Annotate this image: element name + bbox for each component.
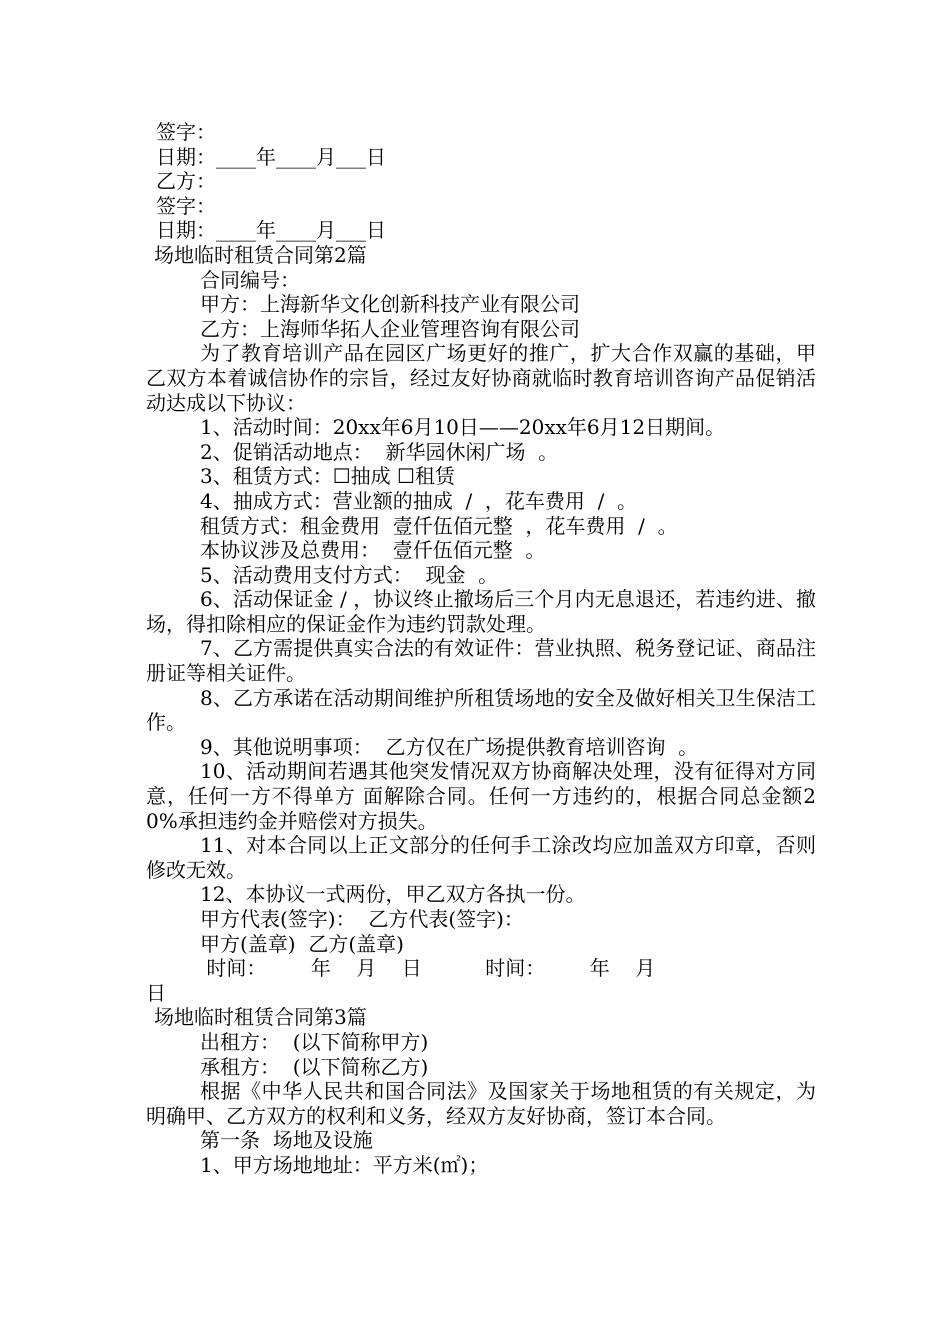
text-line: 签字：	[156, 120, 216, 144]
text-line: 5、活动费用支付方式： 现金 。	[200, 562, 499, 587]
text-line: 乙方：上海师华拓人企业管理咨询有限公司	[200, 316, 580, 341]
text-line: 9、其他说明事项： 乙方仅在广场提供教育培训咨询 。	[200, 734, 699, 759]
text-line: 本协议涉及总费用： 壹仟伍佰元整 。	[200, 538, 546, 563]
text-line: 1、甲方场地地址：平方米(㎡)；	[200, 1152, 489, 1177]
text-line: 甲方：上海新华文化创新科技产业有限公司	[200, 292, 580, 317]
document-body	[146, 120, 816, 1178]
text-line: 4、抽成方式：营业额的抽成 / ，花车费用 / 。	[200, 488, 638, 513]
text-line: 日期：____年____月___日	[156, 218, 386, 243]
text-line: 出租方： (以下简称甲方)	[200, 1029, 429, 1054]
section-heading: 场地临时租赁合同第2篇	[154, 242, 367, 267]
text-line: 1、活动时间：20xx年6月10日——20xx年6月12日期间。	[200, 415, 726, 440]
paragraph: 11、对本合同以上正文部分的任何手工涂改均应加盖双方印章，否则修改无效。	[146, 833, 816, 882]
text-line: 2、促销活动地点： 新华园休闲广场 。	[200, 439, 559, 464]
text-line: 第一条 场地及设施	[200, 1128, 373, 1153]
paragraph: 7、乙方需提供真实合法的有效证件：营业执照、税务登记证、商品注册证等相关证件。	[146, 636, 816, 686]
paragraph: 8、乙方承诺在活动期间维护所租赁场地的安全及做好相关卫生保洁工作。	[146, 685, 816, 735]
paragraph: 6、活动保证金 / ，协议终止撤场后三个月内无息退还，若违约进、撤场，得扣除相应的保证金作为违约罚款处理。	[146, 587, 816, 636]
paragraph: 10、活动期间若遇其他突发情况双方协商解决处理，没有征得对方同意，任何一方不得单方 面解除合同。任何一方违约的，根据合同总金额20%承担违约金并赔偿对方损失。	[146, 759, 816, 833]
text-line: 甲方(盖章) 乙方(盖章)	[200, 931, 404, 956]
text-line: 乙方：	[156, 169, 216, 194]
text-line: 承租方： (以下简称乙方)	[200, 1054, 429, 1079]
paragraph: 为了教育培训产品在园区广场更好的推广，扩大合作双赢的基础，甲乙双方本着诚信协作的宗旨，经过友好协商就临时教育培训咨询产品促销活动达成以下协议：	[146, 341, 816, 415]
paragraph: 根据《中华人民共和国合同法》及国家关于场地租赁的有关规定，为明确甲、乙方双方的权利和义务，经双方友好协商，签订本合同。	[146, 1079, 816, 1128]
section-heading: 场地临时租赁合同第3篇	[154, 1005, 367, 1030]
text-line: 租赁方式：租金费用 壹仟伍佰元整 ，花车费用 / 。	[200, 513, 678, 538]
text-line: 合同编号：	[200, 267, 300, 292]
text-line: 3、租赁方式：☐抽成 ☐租赁	[200, 464, 455, 489]
text-line: 时间： 年 月 日 时间： 年 月	[200, 956, 656, 981]
text-line: 甲方代表(签字)： 乙方代表(签字)：	[200, 907, 524, 931]
text-line: 12、本协议一式两份，甲乙双方各执一份。	[200, 882, 586, 907]
text-line: 日	[146, 980, 166, 1005]
text-line: 签字：	[156, 193, 216, 218]
text-line: 日期：____年____月___日	[156, 144, 386, 169]
